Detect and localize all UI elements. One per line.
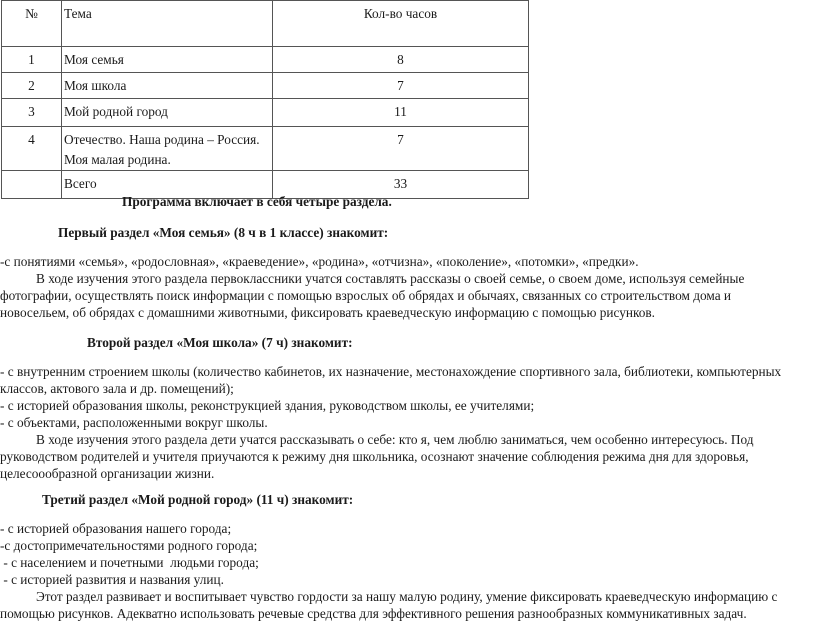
row-topic-line: Моя малая родина. xyxy=(64,152,171,167)
section-2-line: классов, актового зала и др. помещений); xyxy=(0,381,234,396)
row-number: 2 xyxy=(2,73,62,99)
section-1-line: фотографии, осуществлять поиск информации с помощью взрослых об обрядах и обычаях, связанных со строительством дома и xyxy=(0,288,732,303)
row-number: 1 xyxy=(2,47,62,73)
row-number: 4 xyxy=(2,127,62,171)
section-3-line: Этот раздел развивает и воспитывает чувство гордости за нашу малую родину, умение фиксировать краеведческую информацию с xyxy=(36,589,778,604)
total-hours: 33 xyxy=(273,171,529,199)
header-number: № xyxy=(2,1,62,47)
row-topic-line: Отечество. Наша родина – Россия. xyxy=(64,132,260,147)
section-1-line: новосельем, об обрядах с домашними животными, фиксировать краеведческую информацию с помощью рисунков. xyxy=(0,305,656,320)
header-topic: Тема xyxy=(62,1,273,47)
table-row xyxy=(2,73,529,99)
section-2-line: целесоообразной организации жизни. xyxy=(0,466,215,481)
row-hours: 7 xyxy=(273,73,529,99)
row-topic: Мой родной город xyxy=(62,99,273,127)
row-hours: 7 xyxy=(273,127,529,171)
table-row xyxy=(2,47,529,73)
section-2-line: - с объектами, расположенными вокруг школы. xyxy=(0,415,268,430)
table-row xyxy=(2,99,529,127)
section-2-line: - с историей образования школы, реконструкцией здания, руководством школы, ее учителями; xyxy=(0,398,535,413)
section-1-line: В ходе изучения этого раздела первоклассники учатся составлять рассказы о своей семье, о своем доме, используя семейные xyxy=(36,271,745,286)
section-2-line: В ходе изучения этого раздела дети учатся рассказывать о себе: кто я, чем люблю заниматься, чем особенно интересуюсь. Под xyxy=(36,432,754,447)
section-3-line: - с историей образования нашего города; xyxy=(0,521,232,536)
section-1-line: -с понятиями «семья», «родословная», «краеведение», «родина», «отчизна», «поколение», «потомки», «предки». xyxy=(0,254,639,269)
intro-heading: Программа включает в себя четыре раздела. xyxy=(122,194,392,209)
section-2-line: руководством родителей и учителя приучаются к режиму дня школьника, осознают значение соблюдения режима дня для здоровья, xyxy=(0,449,749,464)
table-header-row xyxy=(2,1,529,47)
hours-table xyxy=(1,0,529,199)
section-3-line: помощью рисунков. Адекватно использовать речевые средства для эффективного решения разнообразных коммуникативных задач. xyxy=(0,606,747,621)
section-3-line: -с достопримечательностями родного города; xyxy=(0,538,258,553)
section-1-heading: Первый раздел «Моя семья» (8 ч в 1 классе) знакомит: xyxy=(58,225,389,240)
table-row xyxy=(2,127,529,171)
total-number xyxy=(2,171,62,199)
section-3-line: - с историей развития и названия улиц. xyxy=(0,572,224,587)
row-topic xyxy=(62,127,273,171)
section-3-line: - с населением и почетными людьми города; xyxy=(0,555,259,570)
row-number: 3 xyxy=(2,99,62,127)
section-2-line: - с внутренним строением школы (количество кабинетов, их назначение, местонахождение спортивного зала, библиотеки, компьютерных xyxy=(0,364,782,379)
section-3-heading: Третий раздел «Мой родной город» (11 ч) знакомит: xyxy=(42,492,354,507)
header-hours: Кол-во часов xyxy=(273,1,529,47)
section-2-heading: Второй раздел «Моя школа» (7 ч) знакомит: xyxy=(87,335,353,350)
total-label: Всего xyxy=(62,171,273,199)
row-hours: 11 xyxy=(273,99,529,127)
row-hours: 8 xyxy=(273,47,529,73)
row-topic: Моя семья xyxy=(62,47,273,73)
row-topic: Моя школа xyxy=(62,73,273,99)
